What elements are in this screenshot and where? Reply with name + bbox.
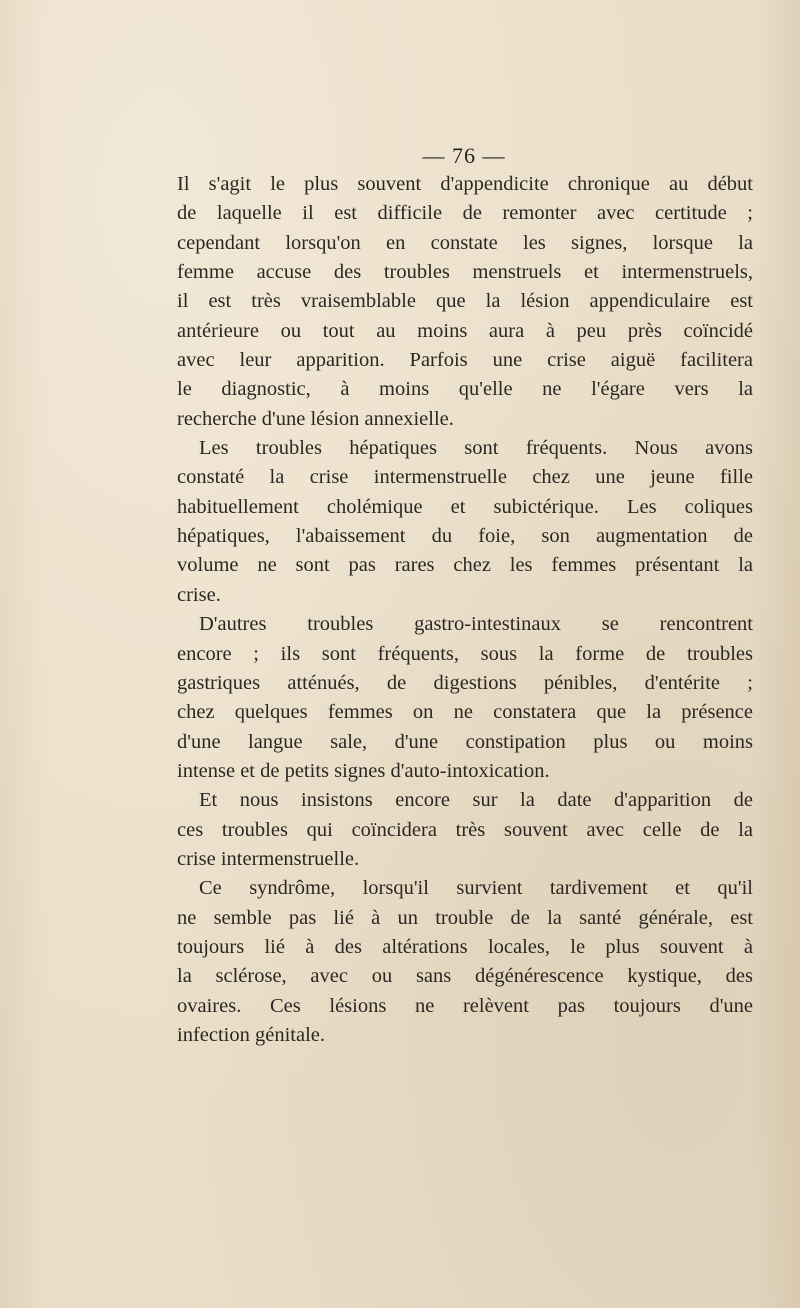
text-line: avec leur apparition. Parfois une crise aiguë facilitera [177, 349, 753, 372]
text-line: recherche d'une lésion annexielle. [177, 407, 454, 430]
text-line: antérieure ou tout au moins aura à peu près coïncidé [177, 319, 753, 342]
text-line: crise intermenstruelle. [177, 847, 360, 870]
text-line: gastriques atténués, de digestions pénibles, d'entérite ; [177, 671, 753, 694]
text-line: chez quelques femmes on ne constatera que la présence [177, 701, 753, 724]
text-line: Il s'agit le plus souvent d'appendicite chronique au début [177, 173, 753, 195]
text-line: de laquelle il est difficile de remonter avec certitude ; [177, 202, 753, 225]
text-line: toujours lié à des altérations locales, le plus souvent à [177, 935, 753, 958]
text-line: le diagnostic, à moins qu'elle ne l'égare vers la [177, 378, 753, 401]
text-line: infection génitale. [177, 1023, 325, 1046]
text-line: la sclérose, avec ou sans dégénérescence kystique, des [177, 965, 753, 988]
text-line: ne semble pas lié à un trouble de la santé générale, est [177, 906, 753, 929]
text-line: intense et de petits signes d'auto-intoxication. [177, 759, 550, 782]
text-line: d'une langue sale, d'une constipation plus ou moins [177, 730, 753, 753]
text-line: habituellement cholémique et subictérique. Les coliques [177, 495, 753, 518]
body-text [177, 170, 753, 1050]
text-line: D'autres troubles gastro-intestinaux se rencontrent [199, 613, 753, 636]
text-line: hépatiques, l'abaissement du foie, son augmentation de [177, 525, 753, 548]
text-line: cependant lorsqu'on en constate les signes, lorsque la [177, 231, 753, 254]
text-line: ces troubles qui coïncidera très souvent avec celle de la [177, 818, 753, 841]
text-line: encore ; ils sont fréquents, sous la forme de troubles [177, 642, 753, 665]
text-line: crise. [177, 583, 221, 606]
text-line: il est très vraisemblable que la lésion appendiculaire est [177, 290, 753, 313]
text-line: ovaires. Ces lésions ne relèvent pas toujours d'une [177, 994, 753, 1017]
text-line: Et nous insistons encore sur la date d'apparition de [199, 789, 753, 812]
text-line: Ce syndrôme, lorsqu'il survient tardivement et qu'il [199, 877, 753, 900]
text-line: Les troubles hépatiques sont fréquents. Nous avons [199, 437, 753, 460]
text-line: constaté la crise intermenstruelle chez une jeune fille [177, 466, 753, 489]
page-number: — 76 — [422, 143, 506, 168]
text-line: volume ne sont pas rares chez les femmes présentant la [177, 554, 753, 577]
text-line: femme accuse des troubles menstruels et intermenstruels, [177, 261, 753, 284]
